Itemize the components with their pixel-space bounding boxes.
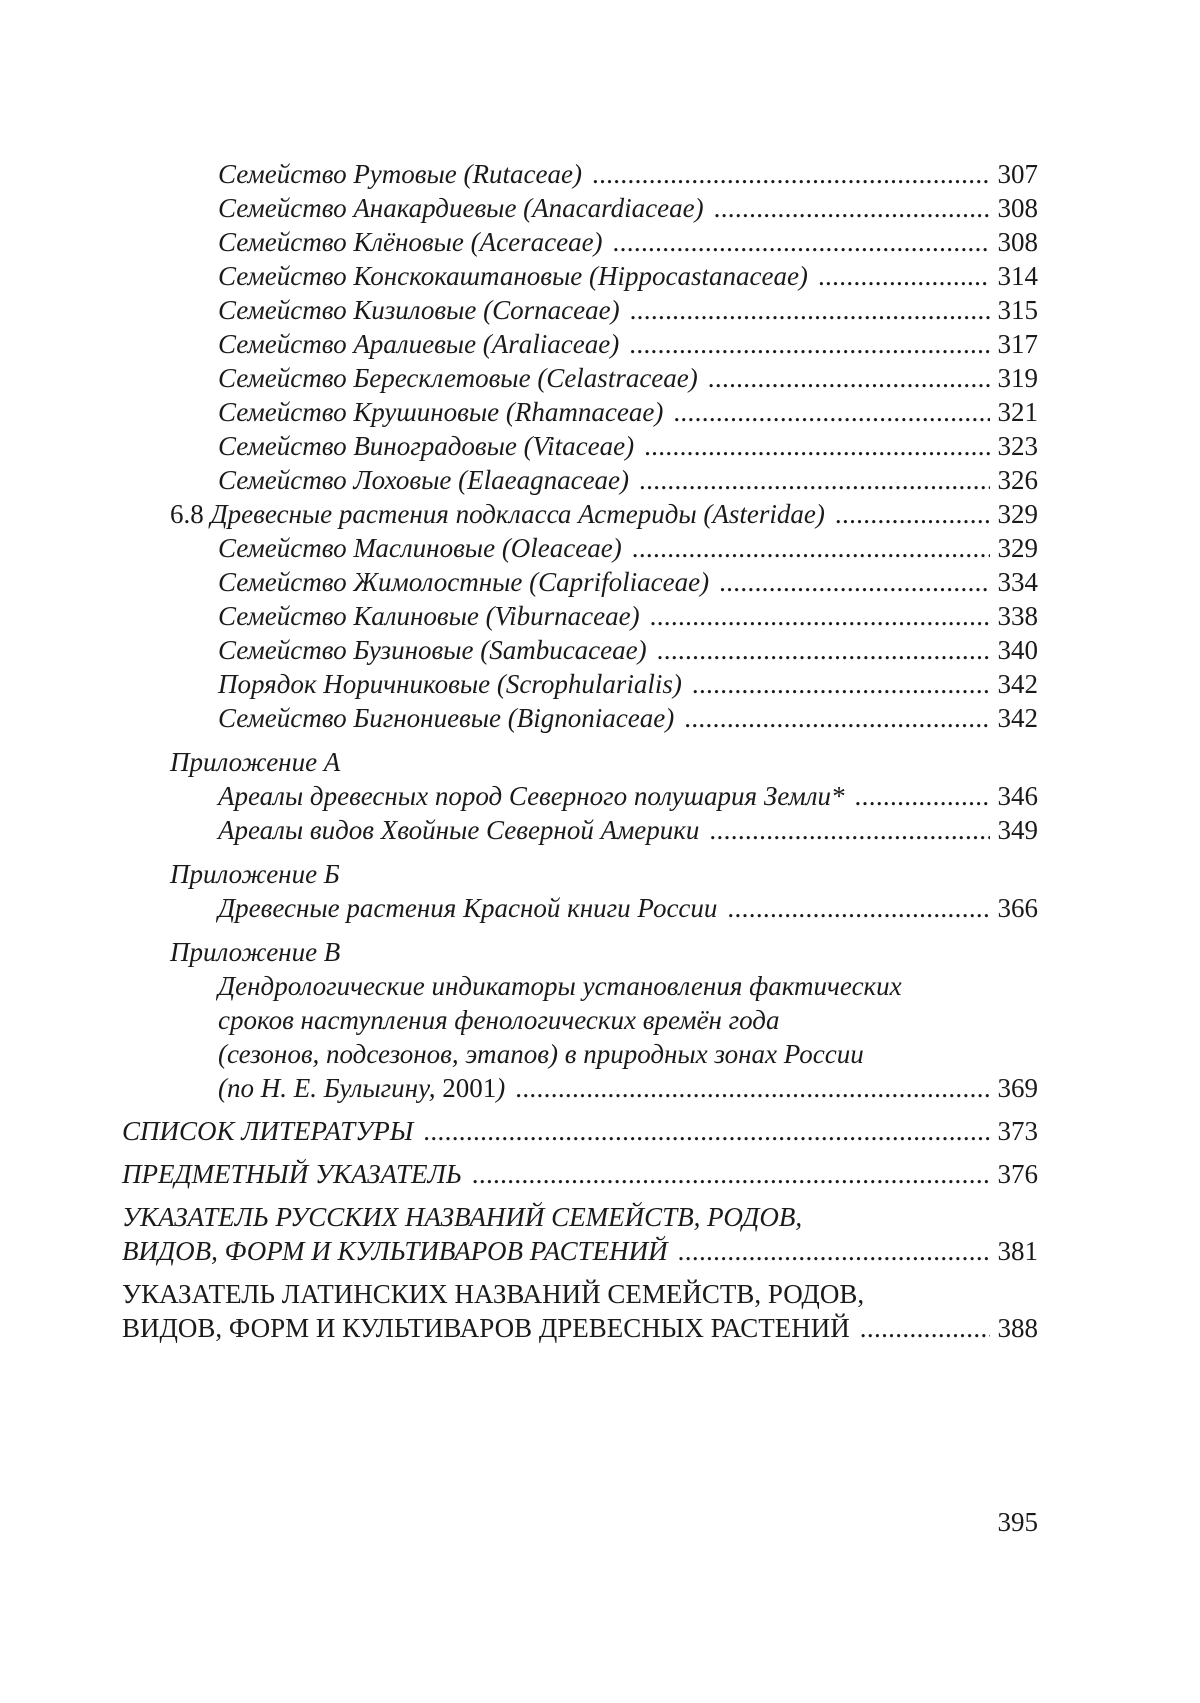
toc-entry-page: 329 (997, 533, 1038, 563)
toc-entry-label: Семейство Клёновые (Aceraceae) (218, 227, 603, 257)
appendix-title: Приложение Б (170, 859, 340, 889)
reference-year: 2001 (442, 1073, 497, 1103)
toc-entry-page: 308 (997, 193, 1038, 223)
toc-entry (218, 225, 1038, 259)
dot-leader (727, 891, 989, 925)
toc-entry-page: 329 (997, 499, 1038, 529)
dot-leader (714, 191, 990, 225)
toc-entry-page: 315 (997, 295, 1038, 325)
toc-entry-page: 388 (997, 1313, 1038, 1343)
dot-leader (673, 395, 989, 429)
toc-entry-bibliography (122, 1114, 1038, 1148)
dot-leader (709, 813, 989, 847)
toc-entry-page: 334 (997, 567, 1038, 597)
toc-entry-label: Семейство Виноградовые (Vitaceae) (218, 431, 635, 461)
toc-entry-label: СПИСОК ЛИТЕРАТУРЫ (122, 1116, 414, 1146)
dot-leader (629, 327, 989, 361)
toc-section-label (170, 497, 825, 531)
toc-entry-page: 314 (997, 261, 1038, 291)
toc-entry (218, 259, 1038, 293)
toc-entry-label: Семейство Лоховые (Elaeagnaceae) (218, 465, 630, 495)
toc-entry-page: 373 (997, 1116, 1038, 1146)
toc-entry-label: ВИДОВ, ФОРМ И КУЛЬТИВАРОВ РАСТЕНИЙ (122, 1236, 668, 1266)
toc-entry-label: Семейство Кизиловые (Cornaceae) (218, 295, 620, 325)
dot-leader (630, 293, 990, 327)
dot-leader (632, 531, 990, 565)
toc-entry (218, 701, 1038, 735)
toc-text-line (218, 1003, 1038, 1037)
toc-entry-label: УКАЗАТЕЛЬ РУССКИХ НАЗВАНИЙ СЕМЕЙСТВ, РОДОВ, (122, 1202, 803, 1232)
toc-entry-page: 308 (997, 227, 1038, 257)
dot-leader (423, 1114, 989, 1148)
toc-entry (218, 463, 1038, 497)
toc-entry-label: Древесные растения Красной книги России (218, 893, 718, 923)
toc-entry (218, 813, 1038, 847)
dot-leader (639, 463, 989, 497)
toc-entry (218, 891, 1038, 925)
toc-entry (218, 327, 1038, 361)
toc-entry-page: 376 (997, 1159, 1038, 1189)
toc-text-line (218, 969, 1038, 1003)
dot-leader (708, 361, 990, 395)
toc-entry (218, 779, 1038, 813)
author-reference: (по Н. Е. Булыгину, (218, 1073, 443, 1103)
appendix-v-title (170, 935, 1038, 969)
toc-entry (218, 157, 1038, 191)
dot-leader (835, 497, 990, 531)
dot-leader (684, 701, 989, 735)
toc-entry-page: 346 (997, 781, 1038, 811)
toc-entry-label: Дендрологические индикаторы установления фактических (218, 971, 902, 1001)
toc-entry-label: Семейство Калиновые (Viburnaceae) (218, 601, 640, 631)
toc-text-line (122, 1277, 1038, 1311)
toc-text-line (218, 1037, 1038, 1071)
toc-entry (218, 633, 1038, 667)
toc-entry-label: Семейство Анакардиевые (Anacardiaceae) (218, 193, 704, 223)
dot-leader (855, 779, 990, 813)
toc-entry-page: 369 (997, 1073, 1038, 1103)
toc-entry-label: Семейство Бузиновые (Sambucaceae) (218, 635, 647, 665)
toc-entry-label: Семейство Бигнониевые (Bignoniaceae) (218, 703, 675, 733)
dot-leader (650, 599, 990, 633)
toc-section-title: Древесные растения подкласса Астериды (Asteridae) (210, 499, 825, 529)
toc-entry (218, 667, 1038, 701)
appendix-b-title (170, 857, 1038, 891)
dot-leader (657, 633, 990, 667)
toc-entry-page: 319 (997, 363, 1038, 393)
toc-section-number: 6.8 (170, 499, 204, 529)
appendix-title: Приложение А (170, 747, 341, 777)
toc-text-line (122, 1200, 1038, 1234)
toc-entry-subject-index (122, 1157, 1038, 1191)
toc-entry-page: 342 (997, 669, 1038, 699)
toc-entry-label: УКАЗАТЕЛЬ ЛАТИНСКИХ НАЗВАНИЙ СЕМЕЙСТВ, РОДОВ, (122, 1279, 865, 1309)
toc-entry-page: 342 (997, 703, 1038, 733)
dot-leader (719, 565, 989, 599)
toc-entry-label: (сезонов, подсезонов, этапов) в природных зонах России (218, 1039, 864, 1069)
dot-leader (644, 429, 989, 463)
toc-entry-page: 340 (997, 635, 1038, 665)
closing-paren: ) (496, 1073, 506, 1103)
toc-entry-label: ВИДОВ, ФОРМ И КУЛЬТИВАРОВ ДРЕВЕСНЫХ РАСТЕНИЙ (122, 1313, 850, 1343)
dot-leader (692, 667, 990, 701)
toc-section-entry (170, 497, 1038, 531)
dot-leader (613, 225, 990, 259)
toc-entry (218, 429, 1038, 463)
toc-entry-label: Семейство Аралиевые (Araliaceae) (218, 329, 620, 359)
toc-entry-label: Ареалы древесных пород Северного полушария Земли* (218, 781, 845, 811)
toc-entry-latin-index (122, 1311, 1038, 1345)
dot-leader (515, 1071, 989, 1105)
toc-entry-russian-index (122, 1234, 1038, 1268)
toc-entry-page: 366 (997, 893, 1038, 923)
page-number: 395 (997, 1507, 1038, 1537)
toc-entry-page: 338 (997, 601, 1038, 631)
appendix-title: Приложение В (170, 937, 341, 967)
dot-leader (592, 157, 990, 191)
toc-entry-page: 326 (997, 465, 1038, 495)
toc-entry-label: Семейство Крушиновые (Rhamnaceae) (218, 397, 664, 427)
dot-leader (678, 1234, 990, 1268)
dot-leader (472, 1157, 990, 1191)
toc-entry-label: Ареалы видов Хвойные Северной Америки (218, 815, 700, 845)
toc-entry (218, 293, 1038, 327)
toc-entry-page: 323 (997, 431, 1038, 461)
toc-entry-label (218, 1071, 505, 1105)
toc-entry-label: сроков наступления фенологических времён года (218, 1005, 780, 1035)
toc-entry (218, 531, 1038, 565)
toc-entry-page: 307 (997, 159, 1038, 189)
toc-entry (218, 599, 1038, 633)
toc-entry-label: Семейство Рутовые (Rutaceae) (218, 159, 582, 189)
toc-entry-label: Семейство Маслиновые (Oleaceae) (218, 533, 622, 563)
toc-entry (218, 565, 1038, 599)
toc-entry (218, 1071, 1038, 1105)
toc-entry (218, 191, 1038, 225)
toc-entry-page: 317 (997, 329, 1038, 359)
dot-leader (818, 259, 990, 293)
dot-leader (860, 1311, 990, 1345)
toc-entry-page: 321 (997, 397, 1038, 427)
toc-entry-page: 381 (997, 1236, 1038, 1266)
toc-entry (218, 395, 1038, 429)
toc-entry-label: ПРЕДМЕТНЫЙ УКАЗАТЕЛЬ (122, 1159, 462, 1189)
toc-entry-label: Семейство Конскокаштановые (Hippocastanaceae) (218, 261, 808, 291)
toc-entry-label: Семейство Жимолостные (Caprifoliaceae) (218, 567, 710, 597)
toc-entry (218, 361, 1038, 395)
appendix-a-title (170, 745, 1038, 779)
toc-entry-label: Семейство Бересклетовые (Celastraceae) (218, 363, 698, 393)
toc-entry-page: 349 (997, 815, 1038, 845)
toc-entry-label: Порядок Норичниковые (Scrophularialis) (218, 669, 682, 699)
